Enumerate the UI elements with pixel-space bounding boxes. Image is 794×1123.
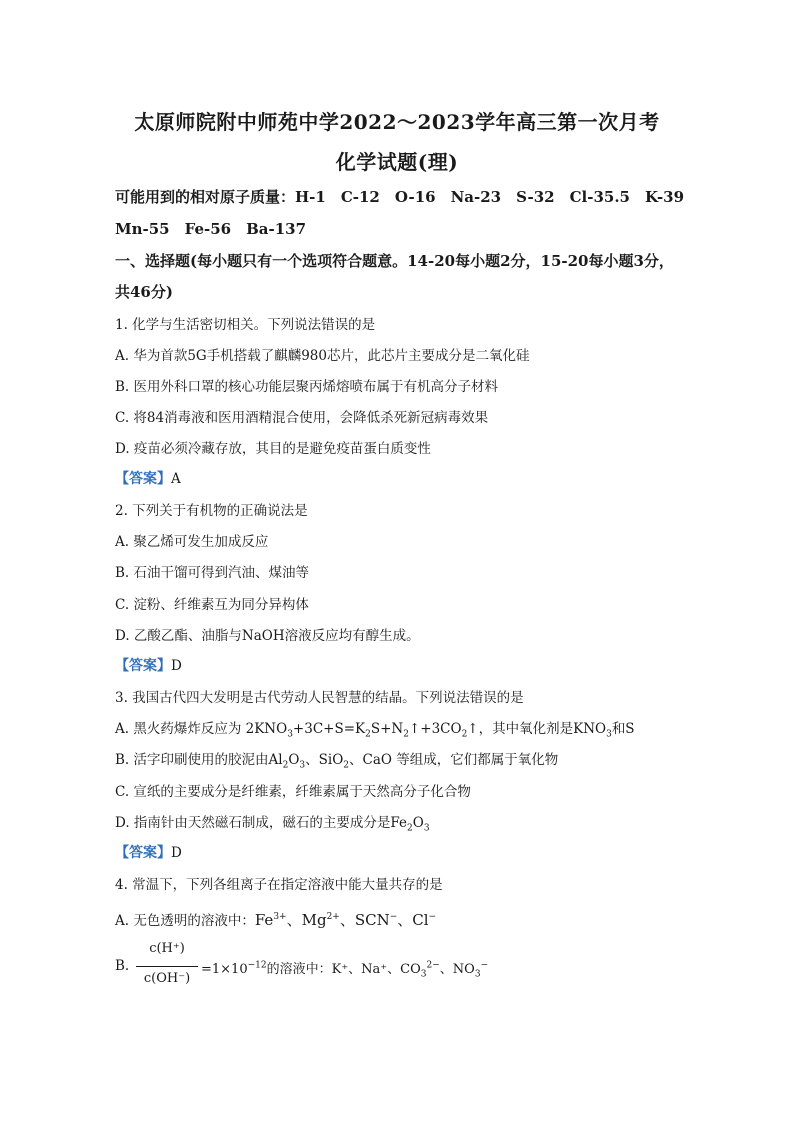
fraction-bar [136, 966, 198, 967]
fraction-numerator: c(H⁺) [149, 941, 185, 956]
q1-stem: 1. 化学与生活密切相关。下列说法错误的是 [115, 317, 376, 333]
answer-label: 【答案】 [115, 471, 171, 487]
q1-option-c: C. 将84消毒液和医用酒精混合使用，会降低杀死新冠病毒效果 [115, 410, 489, 426]
q1-answer-value: A [171, 471, 181, 487]
q2-option-c: C. 淀粉、纤维素互为同分异构体 [115, 597, 309, 613]
section-heading-line-1: 一、选择题(每小题只有一个选项符合题意。14-20每小题2分，15-20每小题3分， [115, 252, 674, 270]
q2-option-d: D. 乙酸乙酯、油脂与NaOH溶液反应均有醇生成。 [115, 628, 420, 644]
q2-stem: 2. 下列关于有机物的正确说法是 [115, 503, 308, 519]
q3-option-b: B. 活字印刷使用的胶泥由$Al_2O_3$、SiO$_2$、CaO 等组成，它们都属于氧化物 [115, 752, 559, 771]
q2-answer [115, 655, 182, 675]
fraction-denominator: c(OH⁻) [143, 971, 191, 986]
section-heading-line-2: 共46分) [115, 283, 173, 301]
q4-stem: 4. 常温下，下列各组离子在指定溶液中能大量共存的是 [115, 877, 443, 893]
q4-option-b-text: $=1\times 10^{-12}$的溶液中：K⁺、Na⁺、$CO_3^{2-}$、$NO_3^-$ [201, 960, 489, 980]
q2-option-a: A. 聚乙烯可发生加成反应 [115, 534, 269, 550]
q3-answer [115, 842, 182, 862]
page-title: 太原师院附中师苑中学2022～2023学年高三第一次月考 [134, 110, 660, 134]
q1-option-d: D. 疫苗必须冷藏存放，其目的是避免疫苗蛋白质变性 [115, 441, 431, 457]
answer-label: 【答案】 [115, 845, 171, 861]
atomic-mass-line-2: Mn-55 Fe-56 Ba-137 [115, 220, 307, 238]
page-subtitle: 化学试题(理) [335, 150, 459, 174]
q3-option-d: D. 指南针由天然磁石制成，磁石的主要成分是$Fe_2O_3$ [115, 815, 430, 834]
q1-option-b: B. 医用外科口罩的核心功能层聚丙烯熔喷布属于有机高分子材料 [115, 379, 499, 395]
q3-answer-value: D [171, 845, 182, 861]
q3-stem: 3. 我国古代四大发明是古代劳动人民智慧的结晶。下列说法错误的是 [115, 690, 524, 706]
q2-answer-value: D [171, 658, 182, 674]
q2-option-b: B. 石油干馏可得到汽油、煤油等 [115, 565, 310, 581]
q4-option-a: A. 无色透明的溶液中：$Fe^{3+}$、$Mg^{2+}$、SCN−、Cl− [115, 911, 437, 929]
q3-option-c: C. 宣纸的主要成分是纤维素，纤维素属于天然高分子化合物 [115, 784, 471, 800]
q1-option-a: A. 华为首款5G手机搭载了麒麟980芯片，此芯片主要成分是二氧化硅 [115, 348, 530, 364]
q3-option-a: A. 黑火药爆炸反应为 $2KNO_3+3C+S=K_2S+N_2↑+3CO_2↑$，其中氧化剂是$KNO_3$和S [115, 721, 635, 740]
q1-answer [115, 468, 181, 488]
q4-option-b-label: B. [115, 958, 130, 974]
q4-option-b-fraction [136, 941, 198, 993]
atomic-mass-line-1: 可能用到的相对原子质量：H-1 C-12 O-16 Na-23 S-32 Cl-35.5 K-39 [115, 188, 685, 206]
answer-label: 【答案】 [115, 658, 171, 674]
